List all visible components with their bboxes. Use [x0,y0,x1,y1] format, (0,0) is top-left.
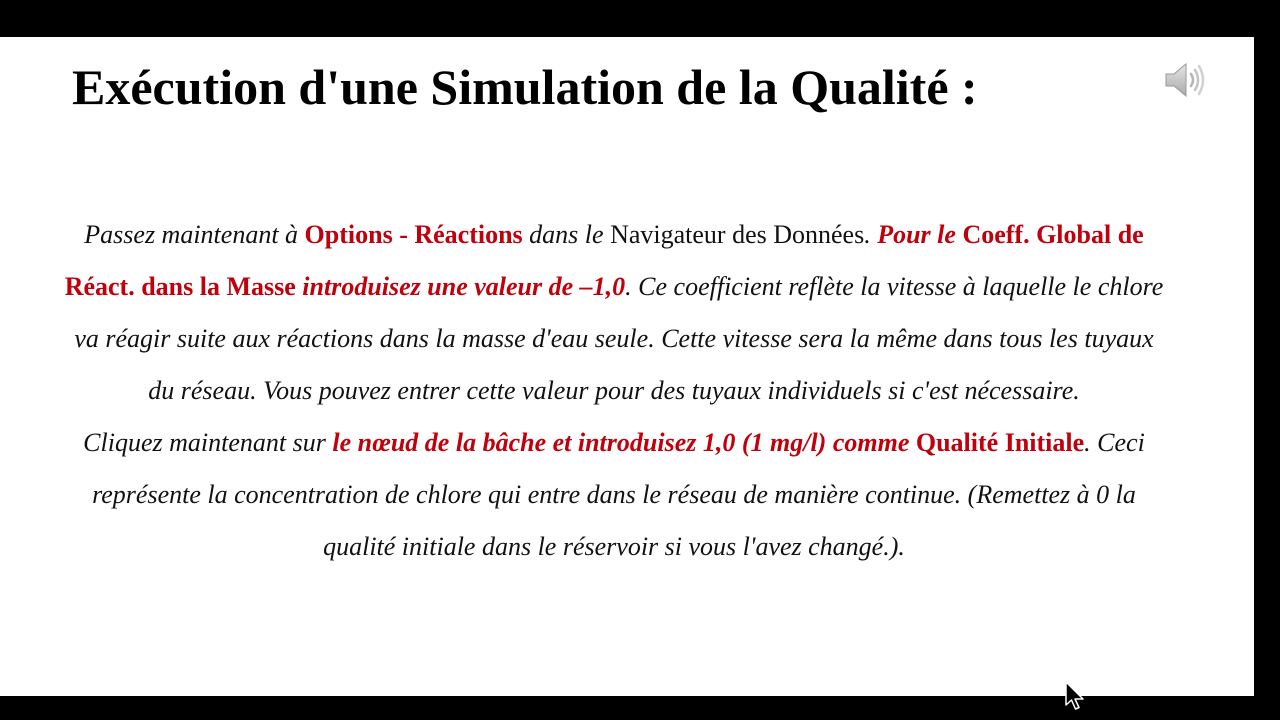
highlight-pour-le: Pour le [877,220,963,249]
paragraph-options-reactions [62,209,1166,417]
text-span: dans le [522,220,611,249]
text-span: Cliquez maintenant sur [83,428,333,457]
text-navigator: Navigateur des Données [610,220,865,249]
mouse-pointer-icon [1064,681,1086,711]
speaker-icon[interactable] [1162,59,1208,101]
highlight-bulk-coefficient: Coeff. Global de Réact. dans la Masse [64,220,1144,301]
text-span: . [864,220,878,249]
highlight-value: introduisez une valeur de –1,0 [295,272,626,301]
paragraph-initial-quality [62,417,1166,573]
text-span: . Ce coefficient reflète la vitesse à laquelle le chlore va réagir suite aux réactions dans la masse d'eau seule. Cette vitesse sera la même dans tous les tuyaux du réseau. Vous pouvez entrer cette valeur pour des tuyaux individuels si c'est nécessaire. [74,272,1164,405]
highlight-initial-quality: Qualité Initiale [915,428,1085,457]
highlight-reservoir-node: le nœud de la bâche et introduisez 1,0 (1 mg/l) comme [332,428,916,457]
highlight-options-reactions: Options - Réactions [304,220,523,249]
slide-body [62,209,1166,573]
text-span: Passez maintenant à [84,220,305,249]
presentation-slide [0,37,1254,696]
text-span: . Ceci représente la concentration de chlore qui entre dans le réseau de manière continue. (Remettez à 0 la qualité initiale dans le réservoir si vous l'avez changé.). [92,428,1145,561]
slide-title: Exécution d'une Simulation de la Qualité : [72,59,978,115]
